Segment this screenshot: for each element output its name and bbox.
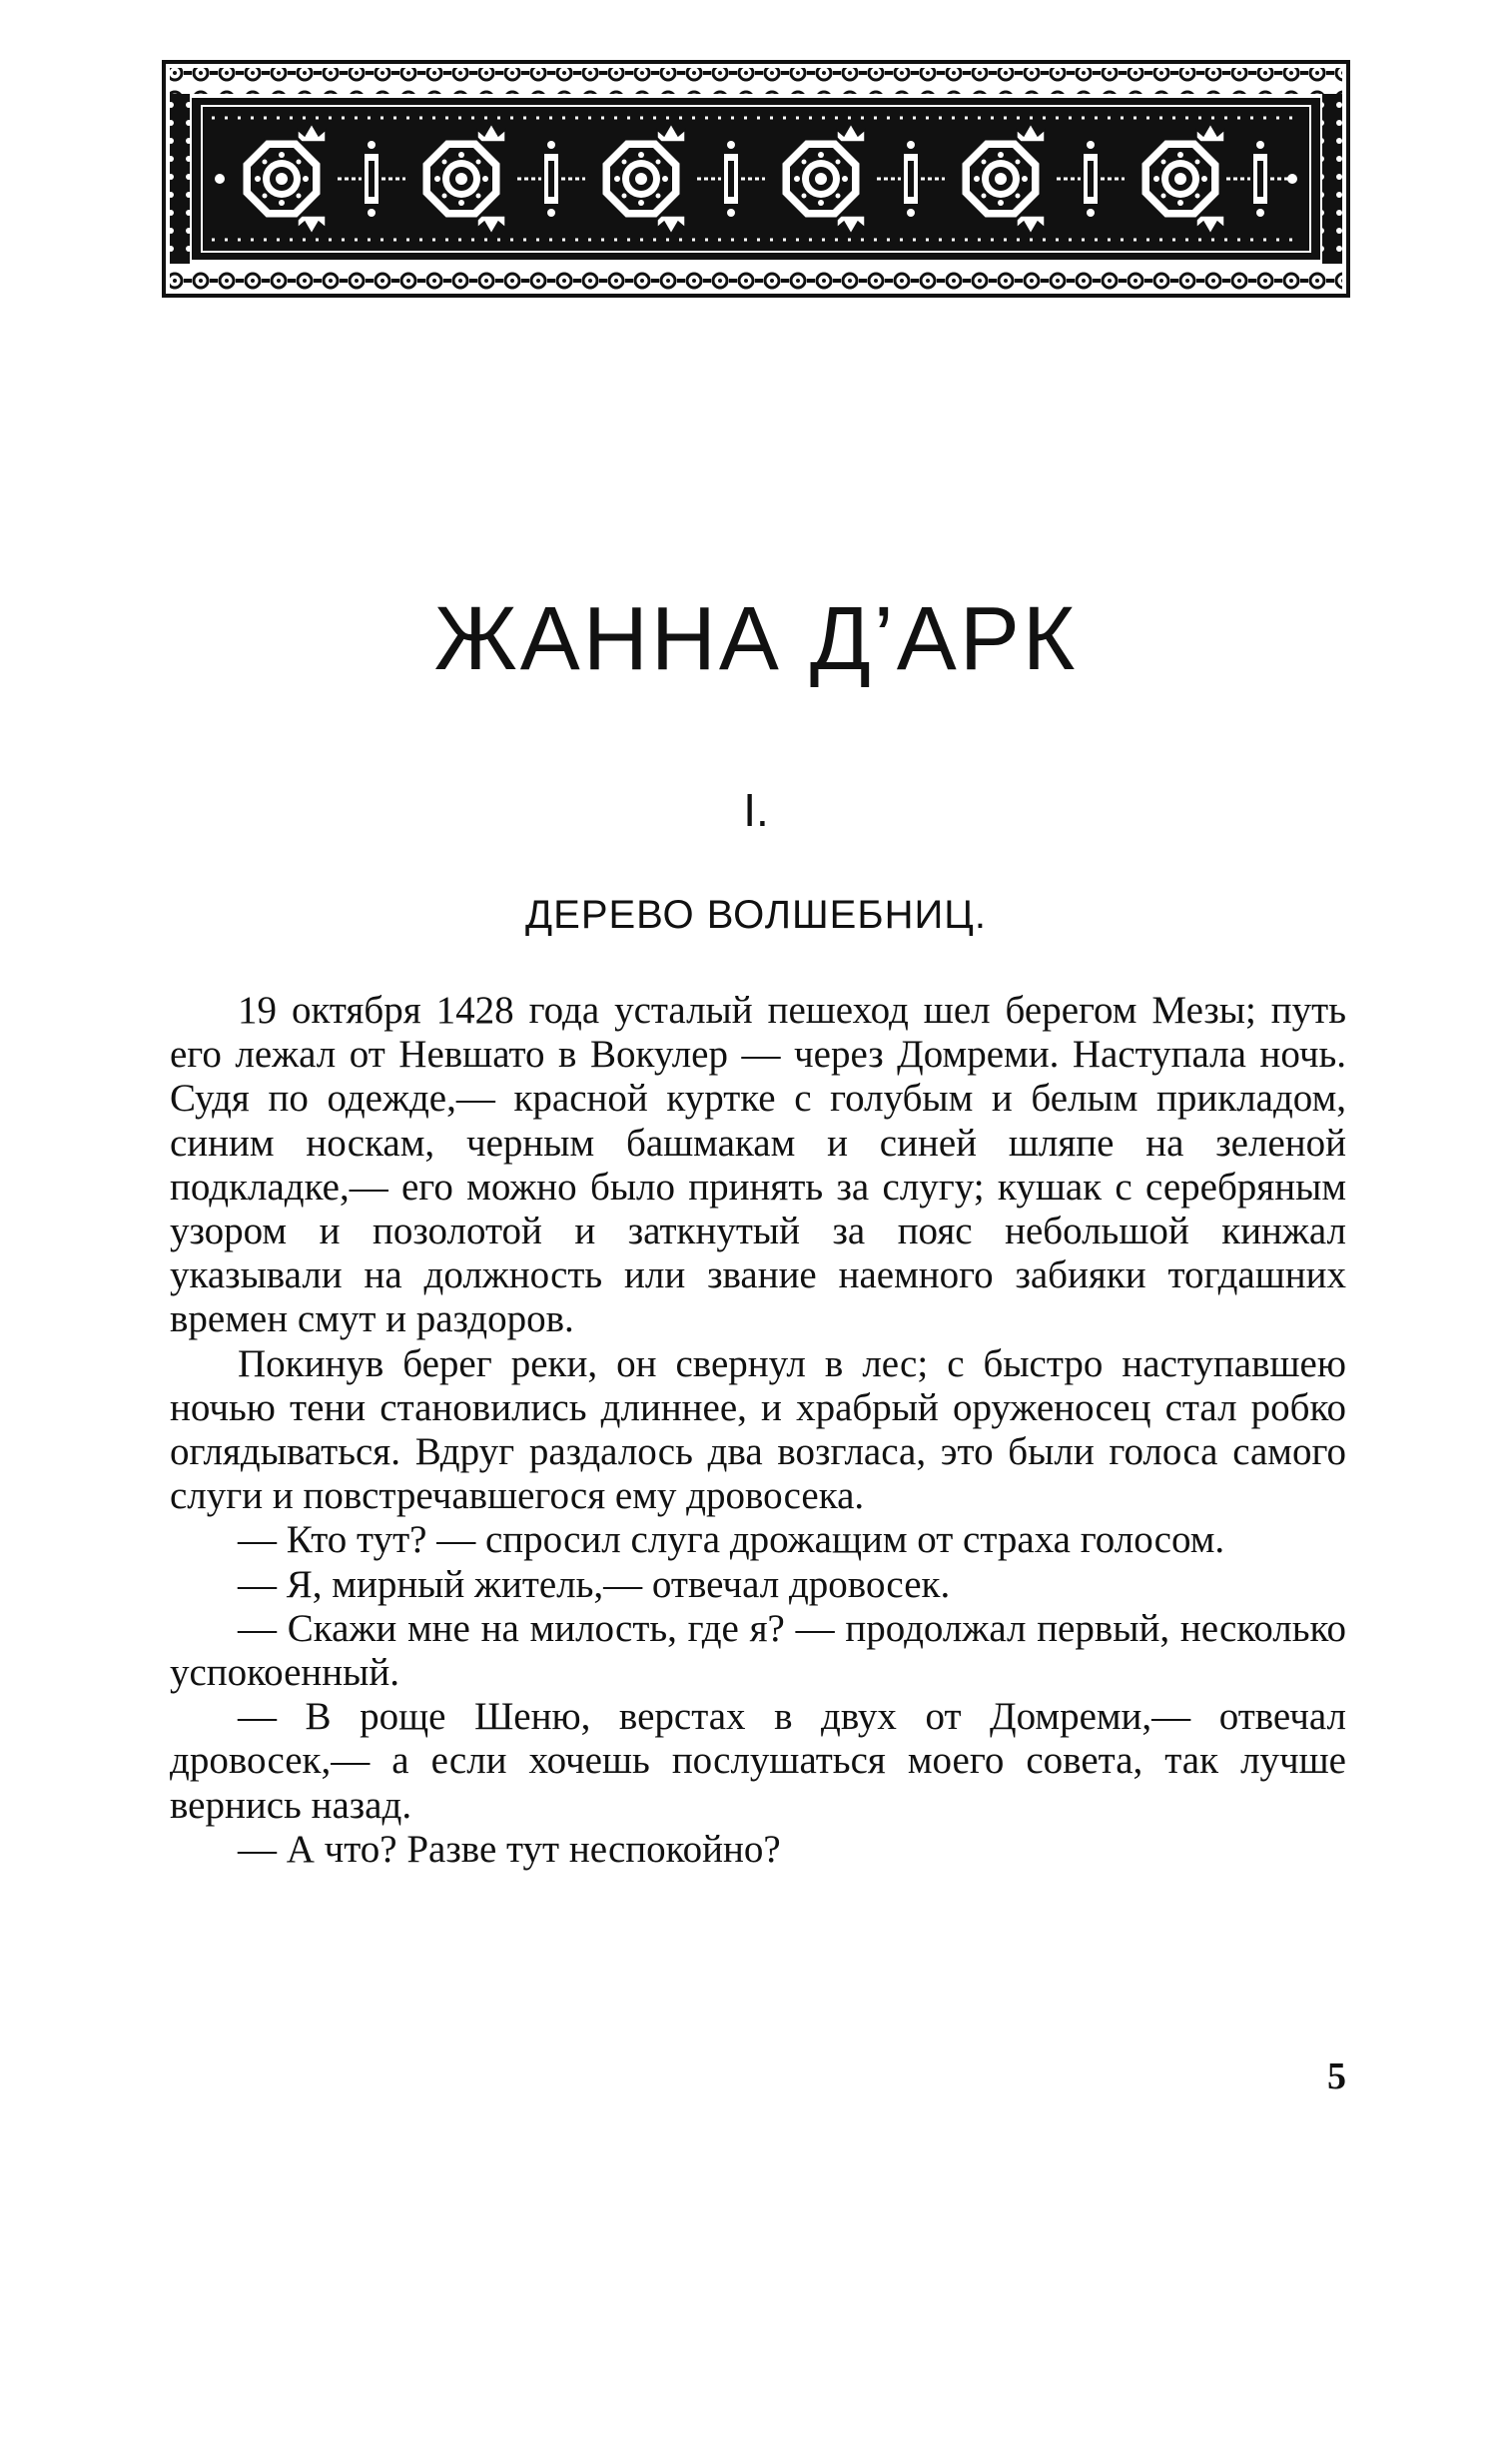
- dialogue-line: — Скажи мне на милость, где я? — продолжал первый, несколько успокоенный.: [170, 1606, 1346, 1695]
- chapter-number: I.: [743, 784, 769, 836]
- dialogue-line: — Кто тут? — спросил слуга дрожащим от страха голосом.: [238, 1518, 1225, 1562]
- header-ornament: [162, 60, 1350, 298]
- ornament-graphic: [162, 60, 1350, 298]
- book-title: ЖАННА Д’АРК: [433, 589, 1079, 690]
- text-body: [170, 989, 1346, 1872]
- dialogue-line: — Я, мирный житель,— отвечал дровосек.: [238, 1562, 951, 1606]
- chapter-title: ДЕРЕВО ВОЛШЕБНИЦ.: [525, 893, 987, 937]
- paragraph: Покинув берег реки, он свернул в лес; с быстро наступавшею ночью тени становились длиннее, и храбрый оруженосец стал робко оглядываться. Вдруг раздалось два возгласа, это были голоса самого слуги и повстречавшегося ему дровосека.: [170, 1341, 1346, 1518]
- dialogue-line: — В роще Шеню, верстах в двух от Домреми,— отвечал дровосек,— а если хочешь послушаться моего совета, так лучше вернись назад.: [170, 1695, 1346, 1827]
- dialogue-line: — А что? Разве тут неспокойно?: [238, 1827, 781, 1871]
- paragraph: 19 октября 1428 года усталый пешеход шел берегом Мезы; путь его лежал от Невшато в Вокулер — через Домреми. Наступала ночь. Судя по одежде,— красной куртке с голубым и белым прикладом, синим носкам, черным башмакам и синей шляпе на зеленой подкладке,— его можно было принять за слугу; кушак с серебряным узором и позолотой и заткнутый за пояс небольшой кинжал указывали на должность или звание наемного забияки тогдашних времен смут и раздоров.: [170, 989, 1346, 1341]
- page-number: 5: [1327, 2055, 1346, 2097]
